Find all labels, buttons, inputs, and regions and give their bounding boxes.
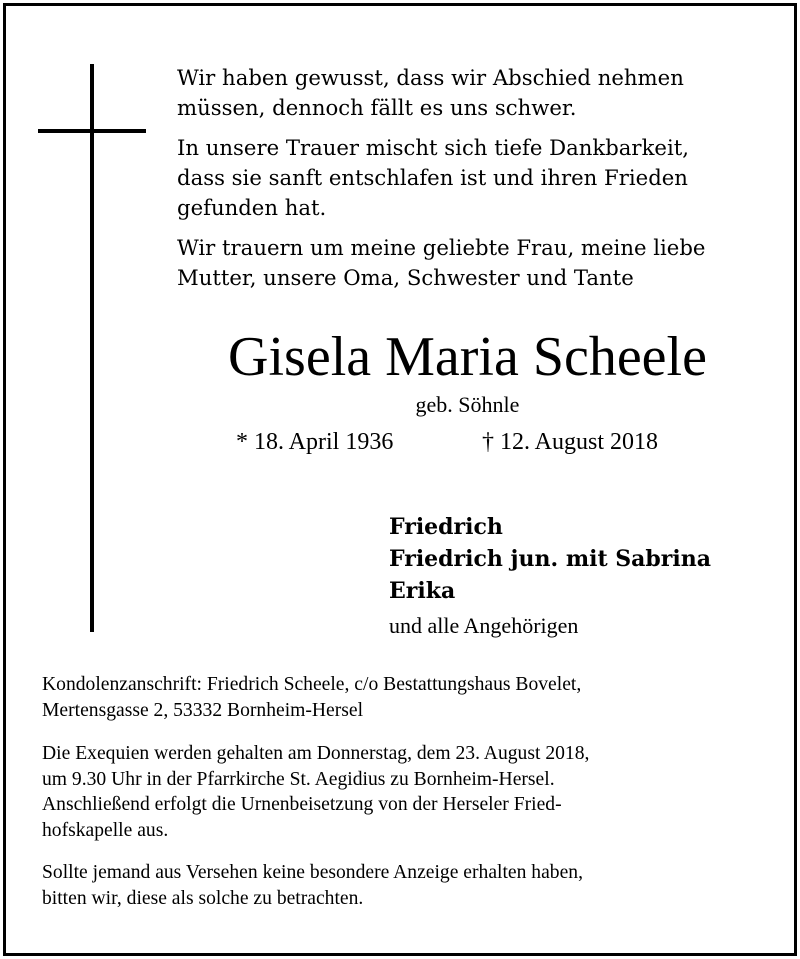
service-details — [42, 741, 757, 843]
relatives-line: und alle Angehörigen — [389, 613, 579, 638]
deceased-name: Gisela Maria Scheele — [228, 326, 707, 388]
death-date: † 12. August 2018 — [482, 429, 659, 455]
intro-paragraph-1 — [177, 63, 767, 123]
intro-line: Mutter, unsere Oma, Schwester und Tante — [177, 265, 634, 290]
service-line: Anschließend erfolgt die Urnenbeisetzung von der Herseler Fried- — [42, 794, 562, 815]
intro-paragraph-2 — [177, 133, 767, 223]
intro-line: gefunden hat. — [177, 195, 327, 220]
family-member-name: Friedrich — [389, 514, 503, 540]
intro-line: dass sie sanft entschlafen ist und ihren Frieden — [177, 165, 688, 190]
birth-date: * 18. April 1936 — [236, 429, 394, 455]
notice — [42, 860, 757, 911]
family-member — [389, 576, 789, 607]
service-line: hofskapelle aus. — [42, 819, 169, 841]
service-line: Die Exequien werden gehalten am Donnerstag, dem 23. August 2018, — [42, 743, 590, 764]
cross-horizontal-bar — [38, 129, 146, 133]
notice-line: bitten wir, diese als solche zu betrachten. — [42, 887, 364, 909]
family-member-name: Friedrich jun. mit Sabrina — [389, 546, 712, 572]
intro-paragraph-3 — [177, 233, 767, 293]
birth-name: geb. Söhnle — [415, 392, 520, 417]
service-line: um 9.30 Uhr in der Pfarrkirche St. Aegidius zu Bornheim-Hersel. — [42, 768, 555, 790]
intro-line: Wir trauern um meine geliebte Frau, meine liebe — [177, 235, 706, 260]
condolence-line: Kondolenzanschrift: Friedrich Scheele, c/o Bestattungshaus Bovelet, — [42, 674, 582, 695]
family-member — [389, 512, 789, 543]
intro-line: In unsere Trauer mischt sich tiefe Dankbarkeit, — [177, 135, 689, 160]
condolence-address — [42, 672, 757, 723]
intro-line: müssen, dennoch fällt es uns schwer. — [177, 95, 577, 120]
intro-line: Wir haben gewusst, dass wir Abschied nehmen — [177, 65, 684, 90]
family-member — [389, 544, 789, 575]
condolence-line: Mertensgasse 2, 53332 Bornheim-Hersel — [42, 699, 364, 721]
family-member-name: Erika — [389, 578, 456, 604]
notice-line: Sollte jemand aus Versehen keine besondere Anzeige erhalten haben, — [42, 862, 583, 883]
